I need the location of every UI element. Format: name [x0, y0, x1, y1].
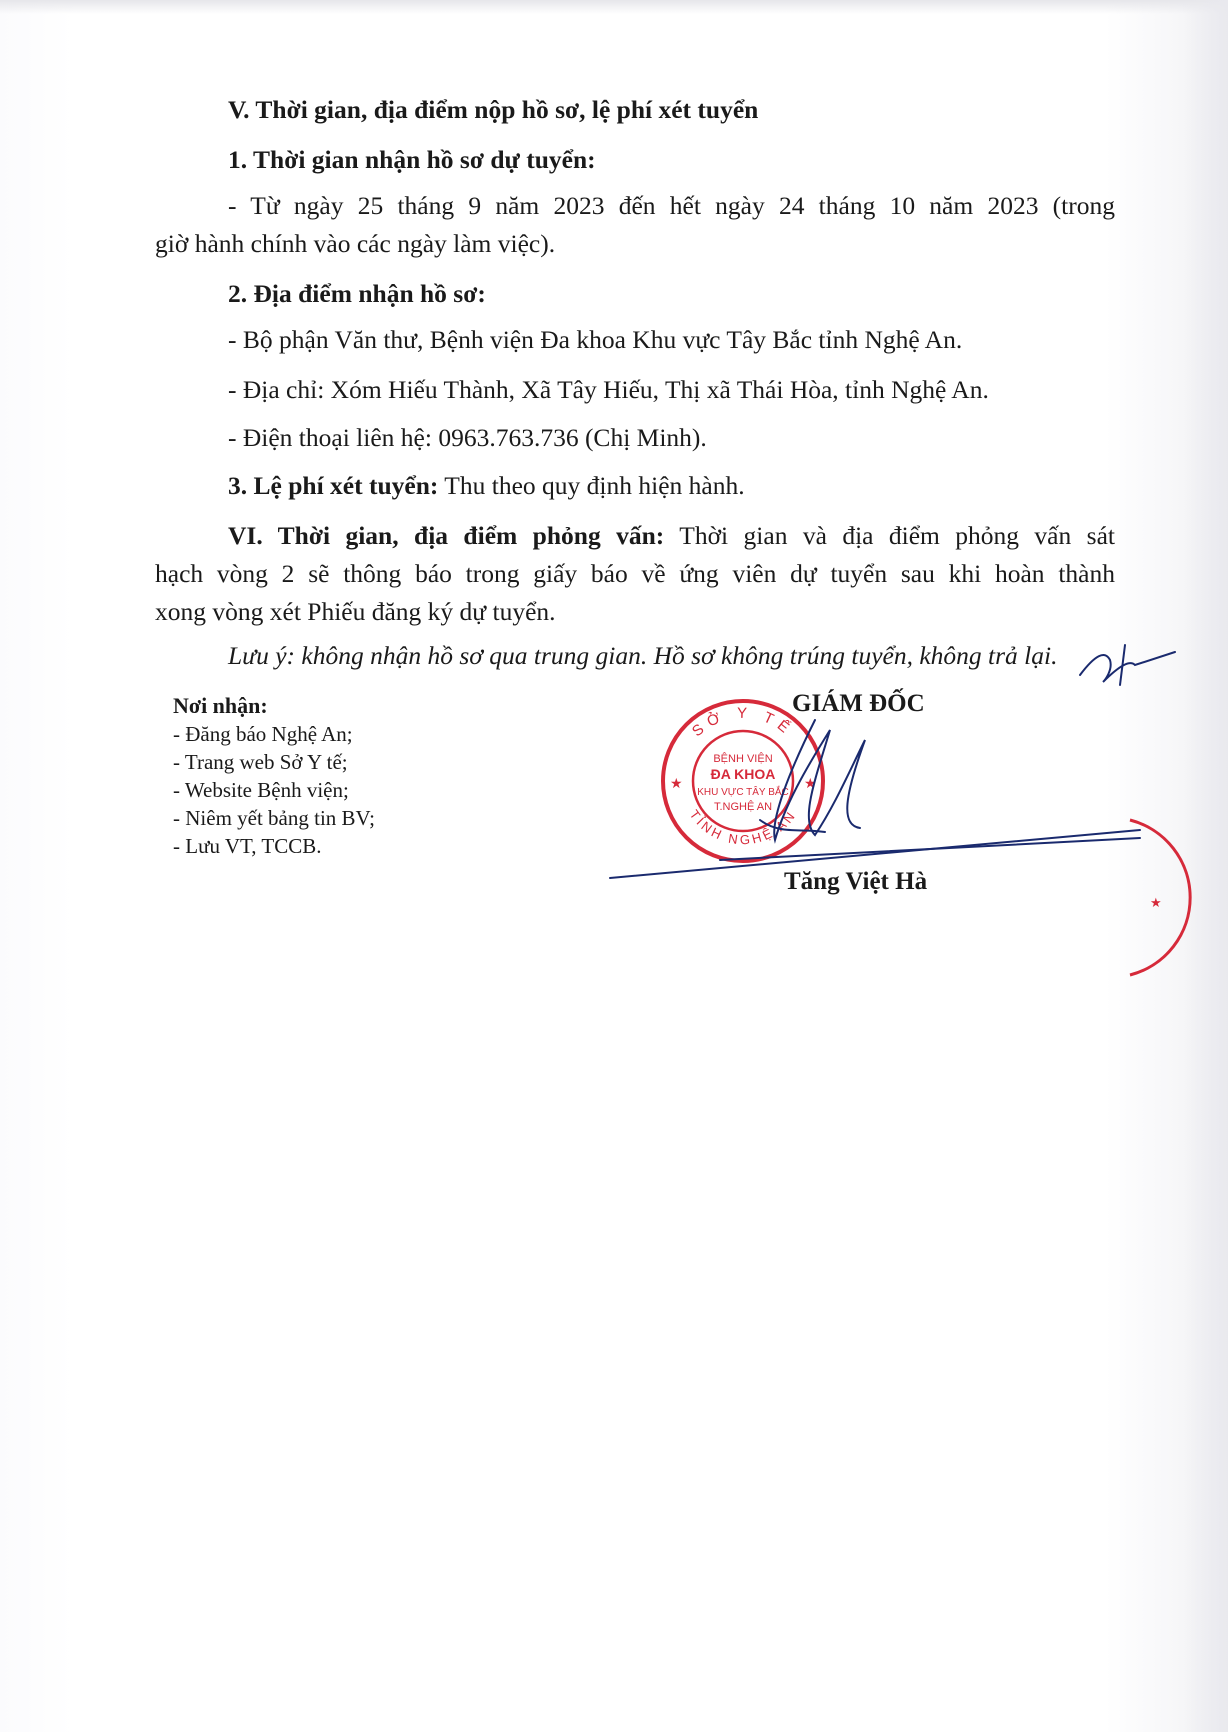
place-heading: 2. Địa điểm nhận hồ sơ: — [228, 279, 486, 308]
svg-text:★: ★ — [804, 776, 817, 792]
partial-seal-edge — [1090, 815, 1200, 985]
seal-ring-top: SỞ Y TẾ — [688, 704, 798, 741]
fee-line — [228, 468, 1115, 504]
recipient-item: - Niêm yết bảng tin BV; — [173, 806, 375, 830]
section-vi-line-1: VI. Thời gian, địa điểm phỏng vấn: Thời gian và địa điểm phỏng vấn sát — [228, 521, 1115, 550]
seal-center-line: BỆNH VIỆN — [713, 753, 773, 765]
seal-center-line: ĐA KHOA — [710, 766, 776, 782]
seal-center-line: KHU VỰC TÂY BẮC — [697, 787, 789, 798]
place-item: - Bộ phận Văn thư, Bệnh viện Đa khoa Khu vực Tây Bắc tỉnh Nghệ An. — [228, 325, 963, 354]
place-item: - Địa chỉ: Xóm Hiếu Thành, Xã Tây Hiếu, Thị xã Thái Hòa, tỉnh Nghệ An. — [228, 375, 989, 404]
time-line-2: giờ hành chính vào các ngày làm việc). — [155, 229, 556, 258]
section-vi-label: VI. Thời gian, địa điểm phỏng vấn: — [228, 521, 665, 550]
recipient-item: - Trang web Sở Y tế; — [173, 750, 348, 774]
seal-ring-bottom: TỈNH NGHỆ AN — [686, 806, 800, 848]
fee-text: Thu theo quy định hiện hành. — [438, 471, 745, 500]
initials-mark — [1075, 640, 1185, 690]
seal-center-line: T.NGHỆ AN — [713, 801, 773, 813]
recipient-item: - Lưu VT, TCCB. — [173, 834, 322, 858]
section-vi-line-2: hạch vòng 2 sẽ thông báo trong giấy báo về ứng viên dự tuyển sau khi hoàn thành — [155, 559, 1115, 588]
recipient-item: - Đăng báo Nghệ An; — [173, 722, 353, 746]
svg-text:★: ★ — [670, 776, 683, 792]
section-v-heading: V. Thời gian, địa điểm nộp hồ sơ, lệ phí xét tuyển — [228, 95, 759, 124]
recipient-item: - Website Bệnh viện; — [173, 778, 349, 802]
fee-label: 3. Lệ phí xét tuyển: — [228, 471, 439, 500]
recipients-block — [173, 692, 375, 860]
scan-top-shadow — [0, 0, 1228, 14]
svg-text:★: ★ — [1150, 896, 1162, 911]
section-vi-line-3: xong vòng xét Phiếu đăng ký dự tuyển. — [155, 597, 556, 626]
recipients-title: Nơi nhận: — [173, 693, 268, 718]
signer-title: GIÁM ĐỐC — [792, 690, 925, 717]
time-heading: 1. Thời gian nhận hồ sơ dự tuyển: — [228, 145, 596, 174]
place-item: - Điện thoại liên hệ: 0963.763.736 (Chị Minh). — [228, 423, 707, 452]
signer-name: Tăng Việt Hà — [784, 868, 928, 895]
note-line: Lưu ý: không nhận hồ sơ qua trung gian. Hồ sơ không trúng tuyển, không trả lại. — [228, 641, 1058, 670]
time-line-1: - Từ ngày 25 tháng 9 năm 2023 đến hết ngày 24 tháng 10 năm 2023 (trong — [228, 191, 1115, 220]
